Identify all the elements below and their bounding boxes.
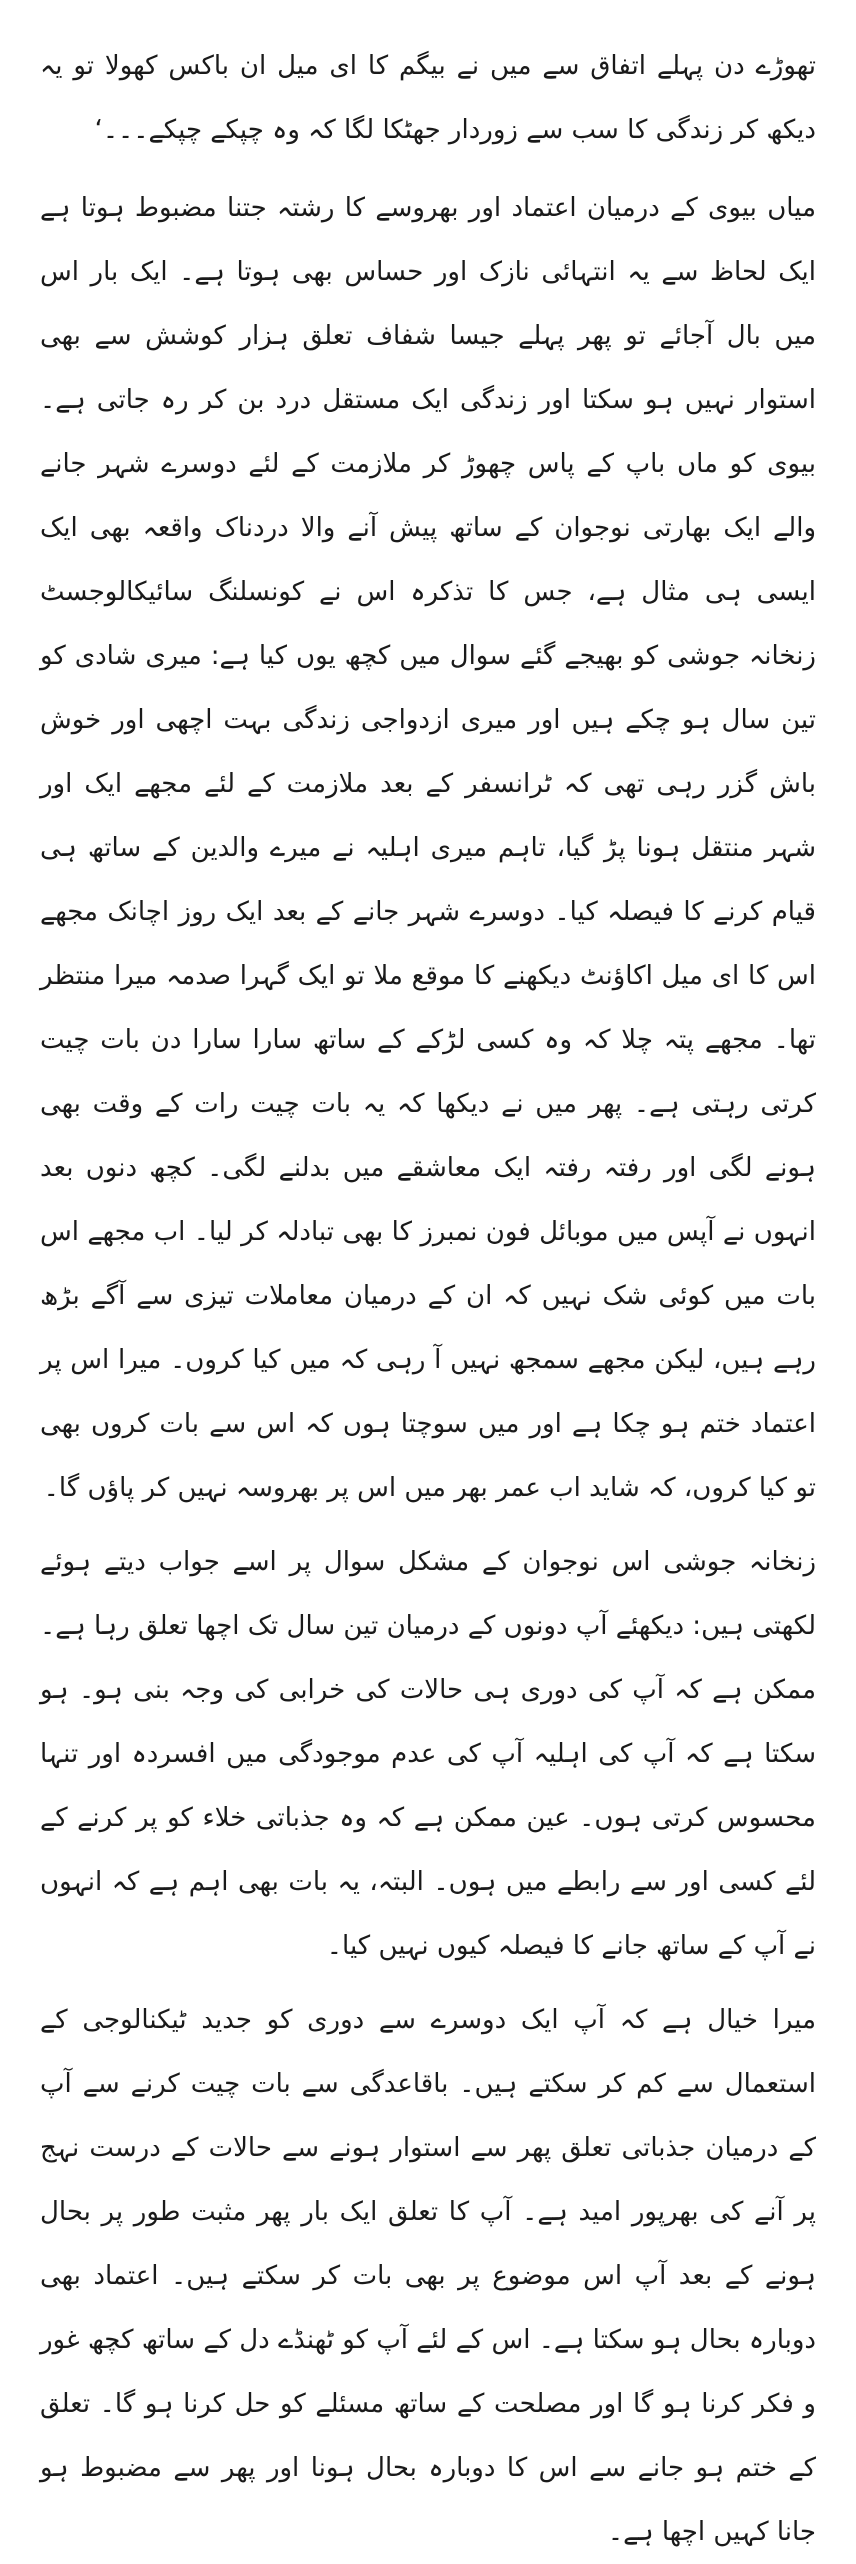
article-paragraph-answer: زنخانہ جوشی اس نوجوان کے مشکل سوال پر اسے جواب دیتے ہوئے لکھتی ہیں: دیکھئے آپ دونوں کے درمیان تین سال تک اچھا تعلق رہا ہے۔ ممکن ہے کہ آپ کی دوری ہی حالات کی خرابی کی وجہ بنی ہو۔ ہو سکتا ہے کہ آپ کی اہلیہ آپ کی عدم موجودگی میں افسردہ اور تنہا محسوس کرتی ہوں۔ عین ممکن ہے کہ وہ جذباتی خلاء کو پر کرنے کے لئے کسی اور سے رابطے میں ہوں۔ البتہ، یہ بات بھی اہم ہے کہ انہوں نے آپ کے ساتھ جانے کا فیصلہ کیوں نہیں کیا۔ [40, 1547, 816, 1961]
article-paragraph-advice: میرا خیال ہے کہ آپ ایک دوسرے سے دوری کو جدید ٹیکنالوجی کے استعمال سے کم کر سکتے ہیں۔ باقاعدگی سے بات چیت کرنے سے آپ کے درمیان جذباتی تعلق پھر سے استوار ہونے سے حالات کے درست نہج پر آنے کی بھرپور امید ہے۔ آپ کا تعلق ایک بار پھر مثبت طور پر بحال ہونے کے بعد آپ اس موضوع پر بھی بات کر سکتے ہیں۔ اعتماد بھی دوبارہ بحال ہو سکتا ہے۔ اس کے لئے آپ کو ٹھنڈے دل کے ساتھ کچھ غور و فکر کرنا ہو گا اور مصلحت کے ساتھ مسئلے کو حل کرنا ہو گا۔ تعلق کے ختم ہو جانے سے اس کا دوبارہ بحال ہونا اور پھر سے مضبوط ہو جانا کہیں اچھا ہے۔ [40, 2005, 816, 2547]
article-paragraph-question: میاں بیوی کے درمیان اعتماد اور بھروسے کا رشتہ جتنا مضبوط ہوتا ہے ایک لحاظ سے یہ انتہائی نازک اور حساس بھی ہوتا ہے۔ ایک بار اس میں بال آجائے تو پھر پہلے جیسا شفاف تعلق ہزار کوشش سے بھی استوار نہیں ہو سکتا اور زندگی ایک مستقل درد بن کر رہ جاتی ہے۔ بیوی کو ماں باپ کے پاس چھوڑ کر ملازمت کے لئے دوسرے شہر جانے والے ایک بھارتی نوجوان کے ساتھ پیش آنے والا دردناک واقعہ بھی ایک ایسی ہی مثال ہے، جس کا تذکرہ اس نے کونسلنگ سائیکالوجسٹ زنخانہ جوشی کو بھیجے گئے سوال میں کچھ یوں کیا ہے: میری شادی کو تین سال ہو چکے ہیں اور میری ازدواجی زندگی بہت اچھی اور خوش باش گزر رہی تھی کہ ٹرانسفر کے بعد ملازمت کے لئے مجھے ایک اور شہر منتقل ہونا پڑ گیا، تاہم میری اہلیہ نے میرے والدین کے ساتھ ہی قیام کرنے کا فیصلہ کیا۔ دوسرے شہر جانے کے بعد ایک روز اچانک مجھے اس کا ای میل اکاؤنٹ دیکھنے کا موقع ملا تو ایک گہرا صدمہ میرا منتظر تھا۔ مجھے پتہ چلا کہ وہ کسی لڑکے کے ساتھ سارا سارا دن بات چیت کرتی رہتی ہے۔ پھر میں نے دیکھا کہ یہ بات چیت رات کے وقت بھی ہونے لگی اور رفتہ رفتہ ایک معاشقے میں بدلنے لگی۔ کچھ دنوں بعد انہوں نے آپس میں موبائل فون نمبرز کا بھی تبادلہ کر لیا۔ اب مجھے اس بات میں کوئی شک نہیں کہ ان کے درمیان معاملات تیزی سے آگے بڑھ رہے ہیں، لیکن مجھے سمجھ نہیں آ رہی کہ میں کیا کروں۔ میرا اس پر اعتماد ختم ہو چکا ہے اور میں سوچتا ہوں کہ اس سے بات کروں بھی تو کیا کروں، کہ شاید اب عمر بھر میں اس پر بھروسہ نہیں کر پاؤں گا۔ [40, 193, 817, 1503]
article-paragraph-intro: تھوڑے دن پہلے اتفاق سے میں نے بیگم کا ای میل ان باکس کھولا تو یہ دیکھ کر زندگی کا سب سے زوردار جھٹکا لگا کہ وہ چپکے چپکے۔۔۔‘ [40, 51, 816, 145]
